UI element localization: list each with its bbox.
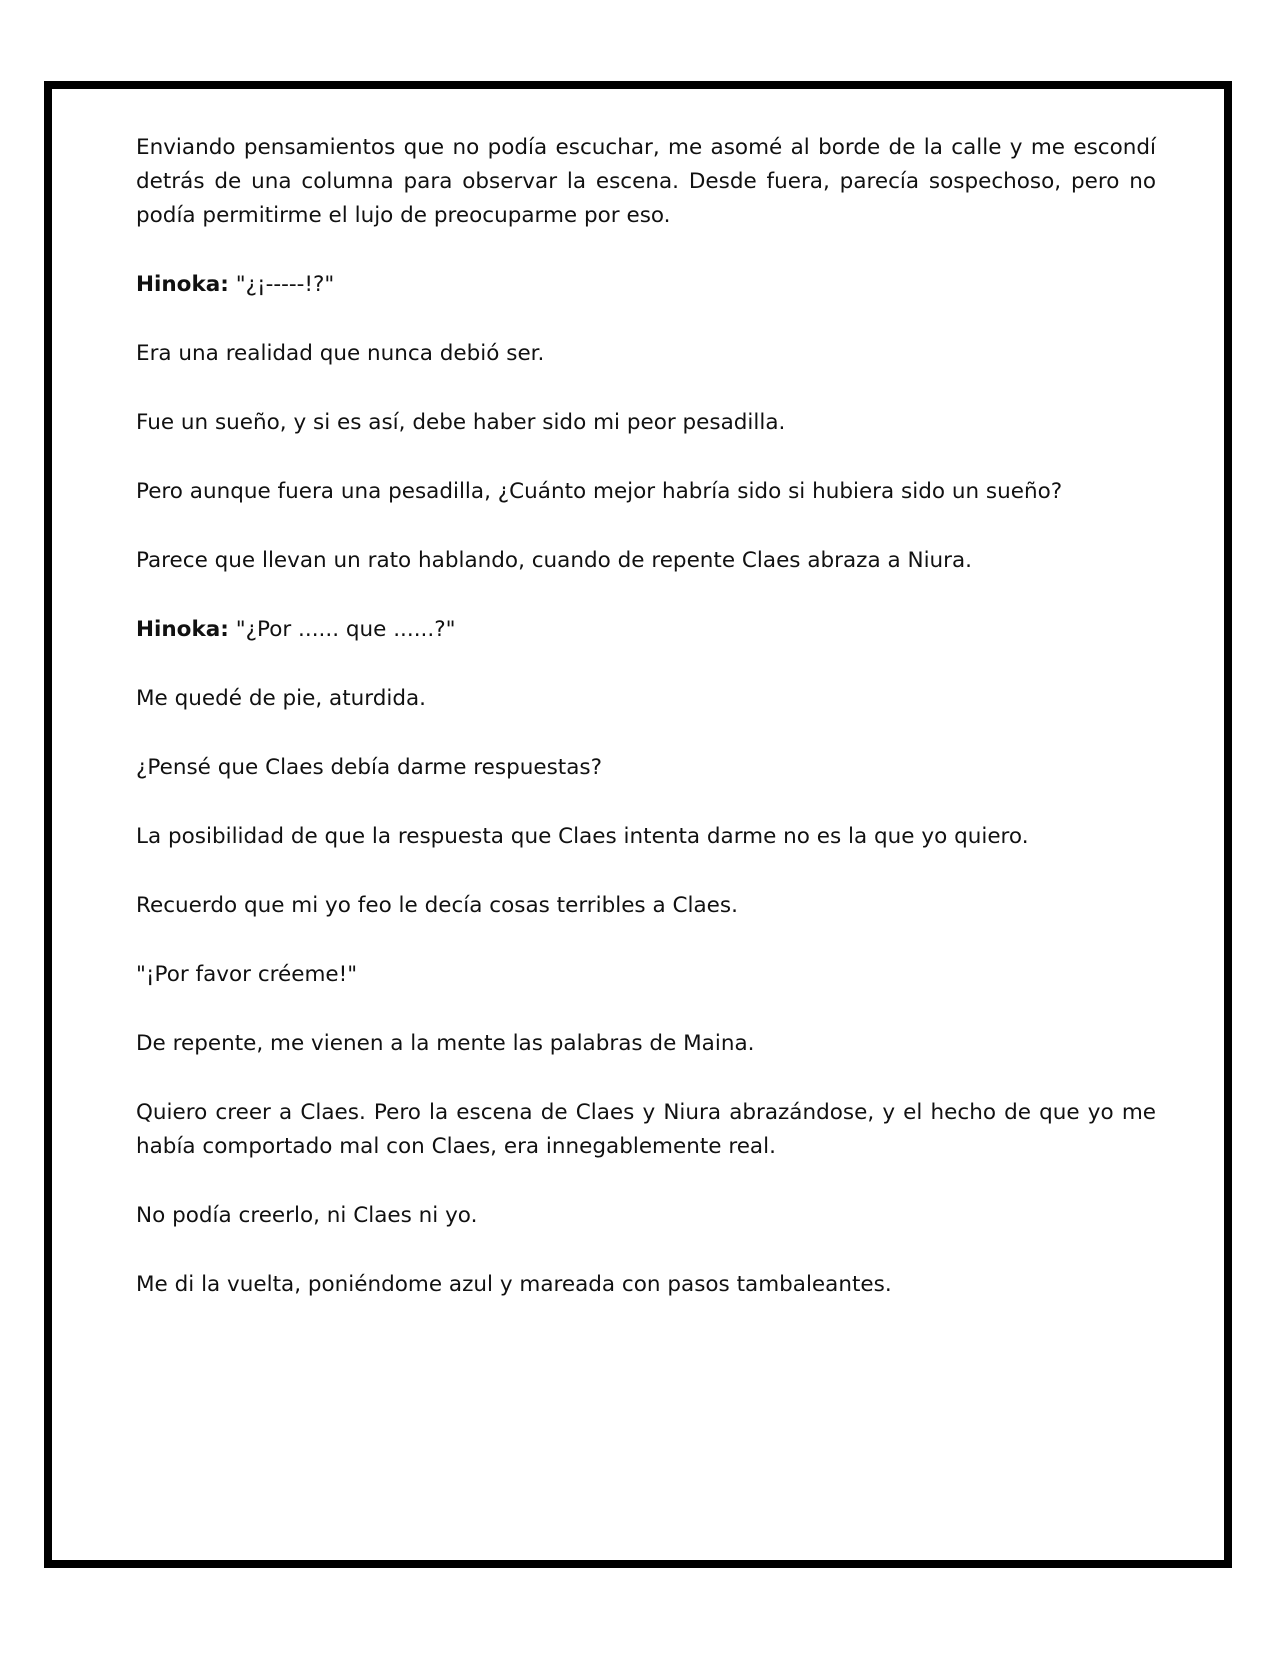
dialogue-text: "¿Por ...... que ......?"	[228, 617, 456, 642]
paragraph-15: No podía creerlo, ni Claes ni yo.	[136, 1203, 478, 1228]
dialogue-line-2	[136, 613, 1156, 647]
paragraph-6: Parece que llevan un rato hablando, cuando de repente Claes abraza a Niura.	[136, 548, 973, 573]
paragraph-3: Era una realidad que nunca debió ser.	[136, 341, 545, 366]
dialogue-line-1	[136, 268, 1156, 302]
paragraph-14: Quiero creer a Claes. Pero la escena de Claes y Niura abrazándose, y el hecho de que yo me había comportado mal con Claes, era innegablemente real.	[136, 1100, 1156, 1159]
paragraph-5: Pero aunque fuera una pesadilla, ¿Cuánto mejor habría sido si hubiera sido un sueño?	[136, 479, 1063, 504]
paragraph-12: "¡Por favor créeme!"	[136, 962, 358, 987]
speaker-name: Hinoka:	[136, 272, 229, 297]
paragraph-13: De repente, me vienen a la mente las palabras de Maina.	[136, 1031, 755, 1056]
speaker-name: Hinoka:	[136, 617, 229, 642]
paragraph-16: Me di la vuelta, poniéndome azul y mareada con pasos tambaleantes.	[136, 1272, 892, 1297]
story-text	[136, 131, 1156, 1337]
paragraph-4: Fue un sueño, y si es así, debe haber sido mi peor pesadilla.	[136, 410, 786, 435]
paragraph-9: ¿Pensé que Claes debía darme respuestas?	[136, 755, 602, 780]
paragraph-10: La posibilidad de que la respuesta que Claes intenta darme no es la que yo quiero.	[136, 824, 1029, 849]
dialogue-text: "¿¡-----!?"	[228, 272, 335, 297]
page-frame	[44, 81, 1232, 1568]
paragraph-8: Me quedé de pie, aturdida.	[136, 686, 427, 711]
paragraph-11: Recuerdo que mi yo feo le decía cosas terribles a Claes.	[136, 893, 738, 918]
paragraph-1: Enviando pensamientos que no podía escuchar, me asomé al borde de la calle y me escondí detrás de una columna para observar la escena. Desde fuera, parecía sospechoso, pero no podía permitirme el lujo de preocuparme por eso.	[136, 135, 1156, 228]
